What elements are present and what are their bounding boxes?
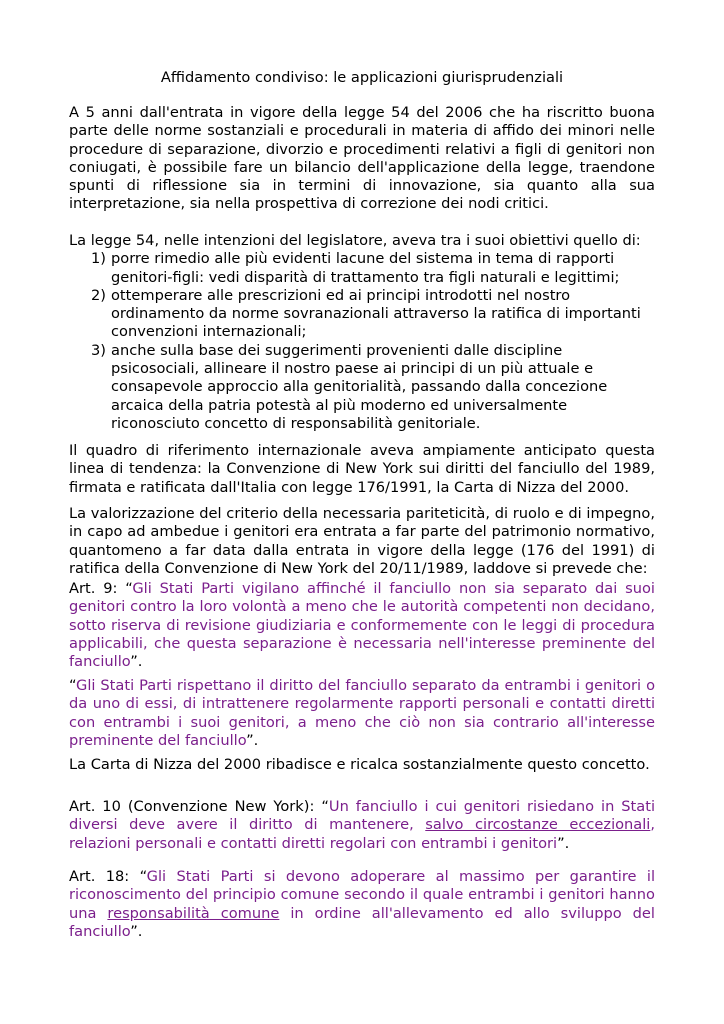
list-item-text: porre rimedio alle più evidenti lacune del sistema in tema di rapporti genitori-figli: vedi disparità di trattamento tra figli naturali e legittimi; <box>111 250 620 286</box>
art10-prefix: Art. 10 (Convenzione New York): “ <box>69 798 329 815</box>
list-item-number: 1) <box>91 250 106 268</box>
list-item-text: ottemperare alle prescrizioni ed ai principi introdotti nel nostro ordinamento da norme sovranazionali attraverso la ratifica di importanti convenzioni internazionali; <box>111 286 641 341</box>
art10-suffix: ”. <box>557 834 570 852</box>
document-title: Affidamento condiviso: le applicazioni giurisprudenziali <box>160 69 564 86</box>
quadro-paragraph <box>69 442 655 497</box>
valorizzazione-paragraph <box>69 505 655 578</box>
art9-paragraph <box>69 580 655 671</box>
art9-prefix: Art. 9: “ <box>69 580 133 597</box>
art18-underlined-quote: responsabilità comune <box>107 904 280 922</box>
intro-paragraph <box>69 104 655 214</box>
valorizzazione-text: La valorizzazione del criterio della necessaria pariteticità, di ruolo e di impegno, in capo ad ambedue i genitori era entrata a far parte del patrimonio normativo, quantomeno a far data dalla entrata in vigore della legge (176 del 1991) di ratifica della Convenzione di New York del 20/11/1989, laddove si prevede che: <box>69 505 655 577</box>
art18-quote-end: in ordine all'allevamento ed allo sviluppo del fanciullo <box>69 904 655 940</box>
art9b-prefix: “ <box>69 677 77 694</box>
art18-quote: Gli Stati Parti si devono adoperare al massimo per garantire il riconoscimento del principio comune secondo il quale entrambi i genitori hanno una <box>69 868 655 922</box>
art9b-quote: Gli Stati Parti rispettano il diritto del fanciullo separato da entrambi i genitori o da uno di essi, di intrattenere regolarmente rapporti personali e contatti diretti con entrambi i suoi genitori, a meno che ciò non sia contrario all'interesse preminente del fanciullo <box>69 677 655 749</box>
objectives-list <box>69 250 655 433</box>
art10-quote: Un fanciullo i cui genitori risiedano in Stati diversi deve avere il diritto di mantenere, <box>69 798 656 834</box>
art10-paragraph <box>69 798 655 853</box>
quadro-text: Il quadro di riferimento internazionale aveva ampiamente anticipato questa linea di tendenza: la Convenzione di New York sui diritti del fanciullo del 1989, firmata e ratificata dall'Italia con legge 176/1991, la Carta di Nizza del 2000. <box>69 442 655 496</box>
carta-paragraph <box>69 756 655 774</box>
art18-paragraph <box>69 868 655 941</box>
art18-prefix: Art. 18: “ <box>69 868 147 885</box>
list-item <box>69 250 655 287</box>
list-item-number: 2) <box>91 286 106 304</box>
art9b-suffix: ”. <box>246 731 259 749</box>
art18-suffix: ”. <box>130 922 143 940</box>
art10-underlined-quote: salvo circostanze eccezionali <box>425 816 651 834</box>
list-item <box>69 287 655 342</box>
carta-text: La Carta di Nizza del 2000 ribadisce e ricalca sostanzialmente questo concetto. <box>69 756 650 773</box>
list-item <box>69 342 655 433</box>
art10-quote-end: , relazioni personali e contatti diretti regolari con entrambi i genitori <box>69 816 655 852</box>
list-item-number: 3) <box>91 341 106 359</box>
art9-quote: Gli Stati Parti vigilano affinché il fanciullo non sia separato dai suoi genitori contro la loro volontà a meno che le autorità competenti non decidano, sotto riserva di revisione giudiziaria e conformemente con le leggi di procedura applicabili, che questa separazione è necessaria nell'interesse preminente del fanciullo <box>69 580 655 671</box>
objectives-section <box>69 232 655 433</box>
list-item-text: anche sulla base dei suggerimenti provenienti dalle discipline psicosociali, allineare il nostro paese ai principi di un più attuale e consapevole approccio alla genitorialità, passando dalla concezione arcaica della patria potestà al più moderno ed universalmente riconosciuto concetto di responsabilità genitoriale. <box>111 341 608 432</box>
list-lead: La legge 54, nelle intenzioni del legislatore, aveva tra i suoi obiettivi quello di: <box>69 232 641 249</box>
art9-suffix: ”. <box>130 653 143 671</box>
intro-text: A 5 anni dall'entrata in vigore della legge 54 del 2006 che ha riscritto buona parte delle norme sostanziali e procedurali in materia di affido dei minori nelle procedure di separazione, divorzio e procedimenti relativi a figli di genitori non coniugati, è possibile fare un bilancio dell'applicazione della legge, traendone spunti di riflessione sia in termini di innovazione, sia quanto alla sua interpretazione, sia nella prospettiva di correzione dei nodi critici. <box>69 104 655 213</box>
art9b-paragraph <box>69 677 655 750</box>
